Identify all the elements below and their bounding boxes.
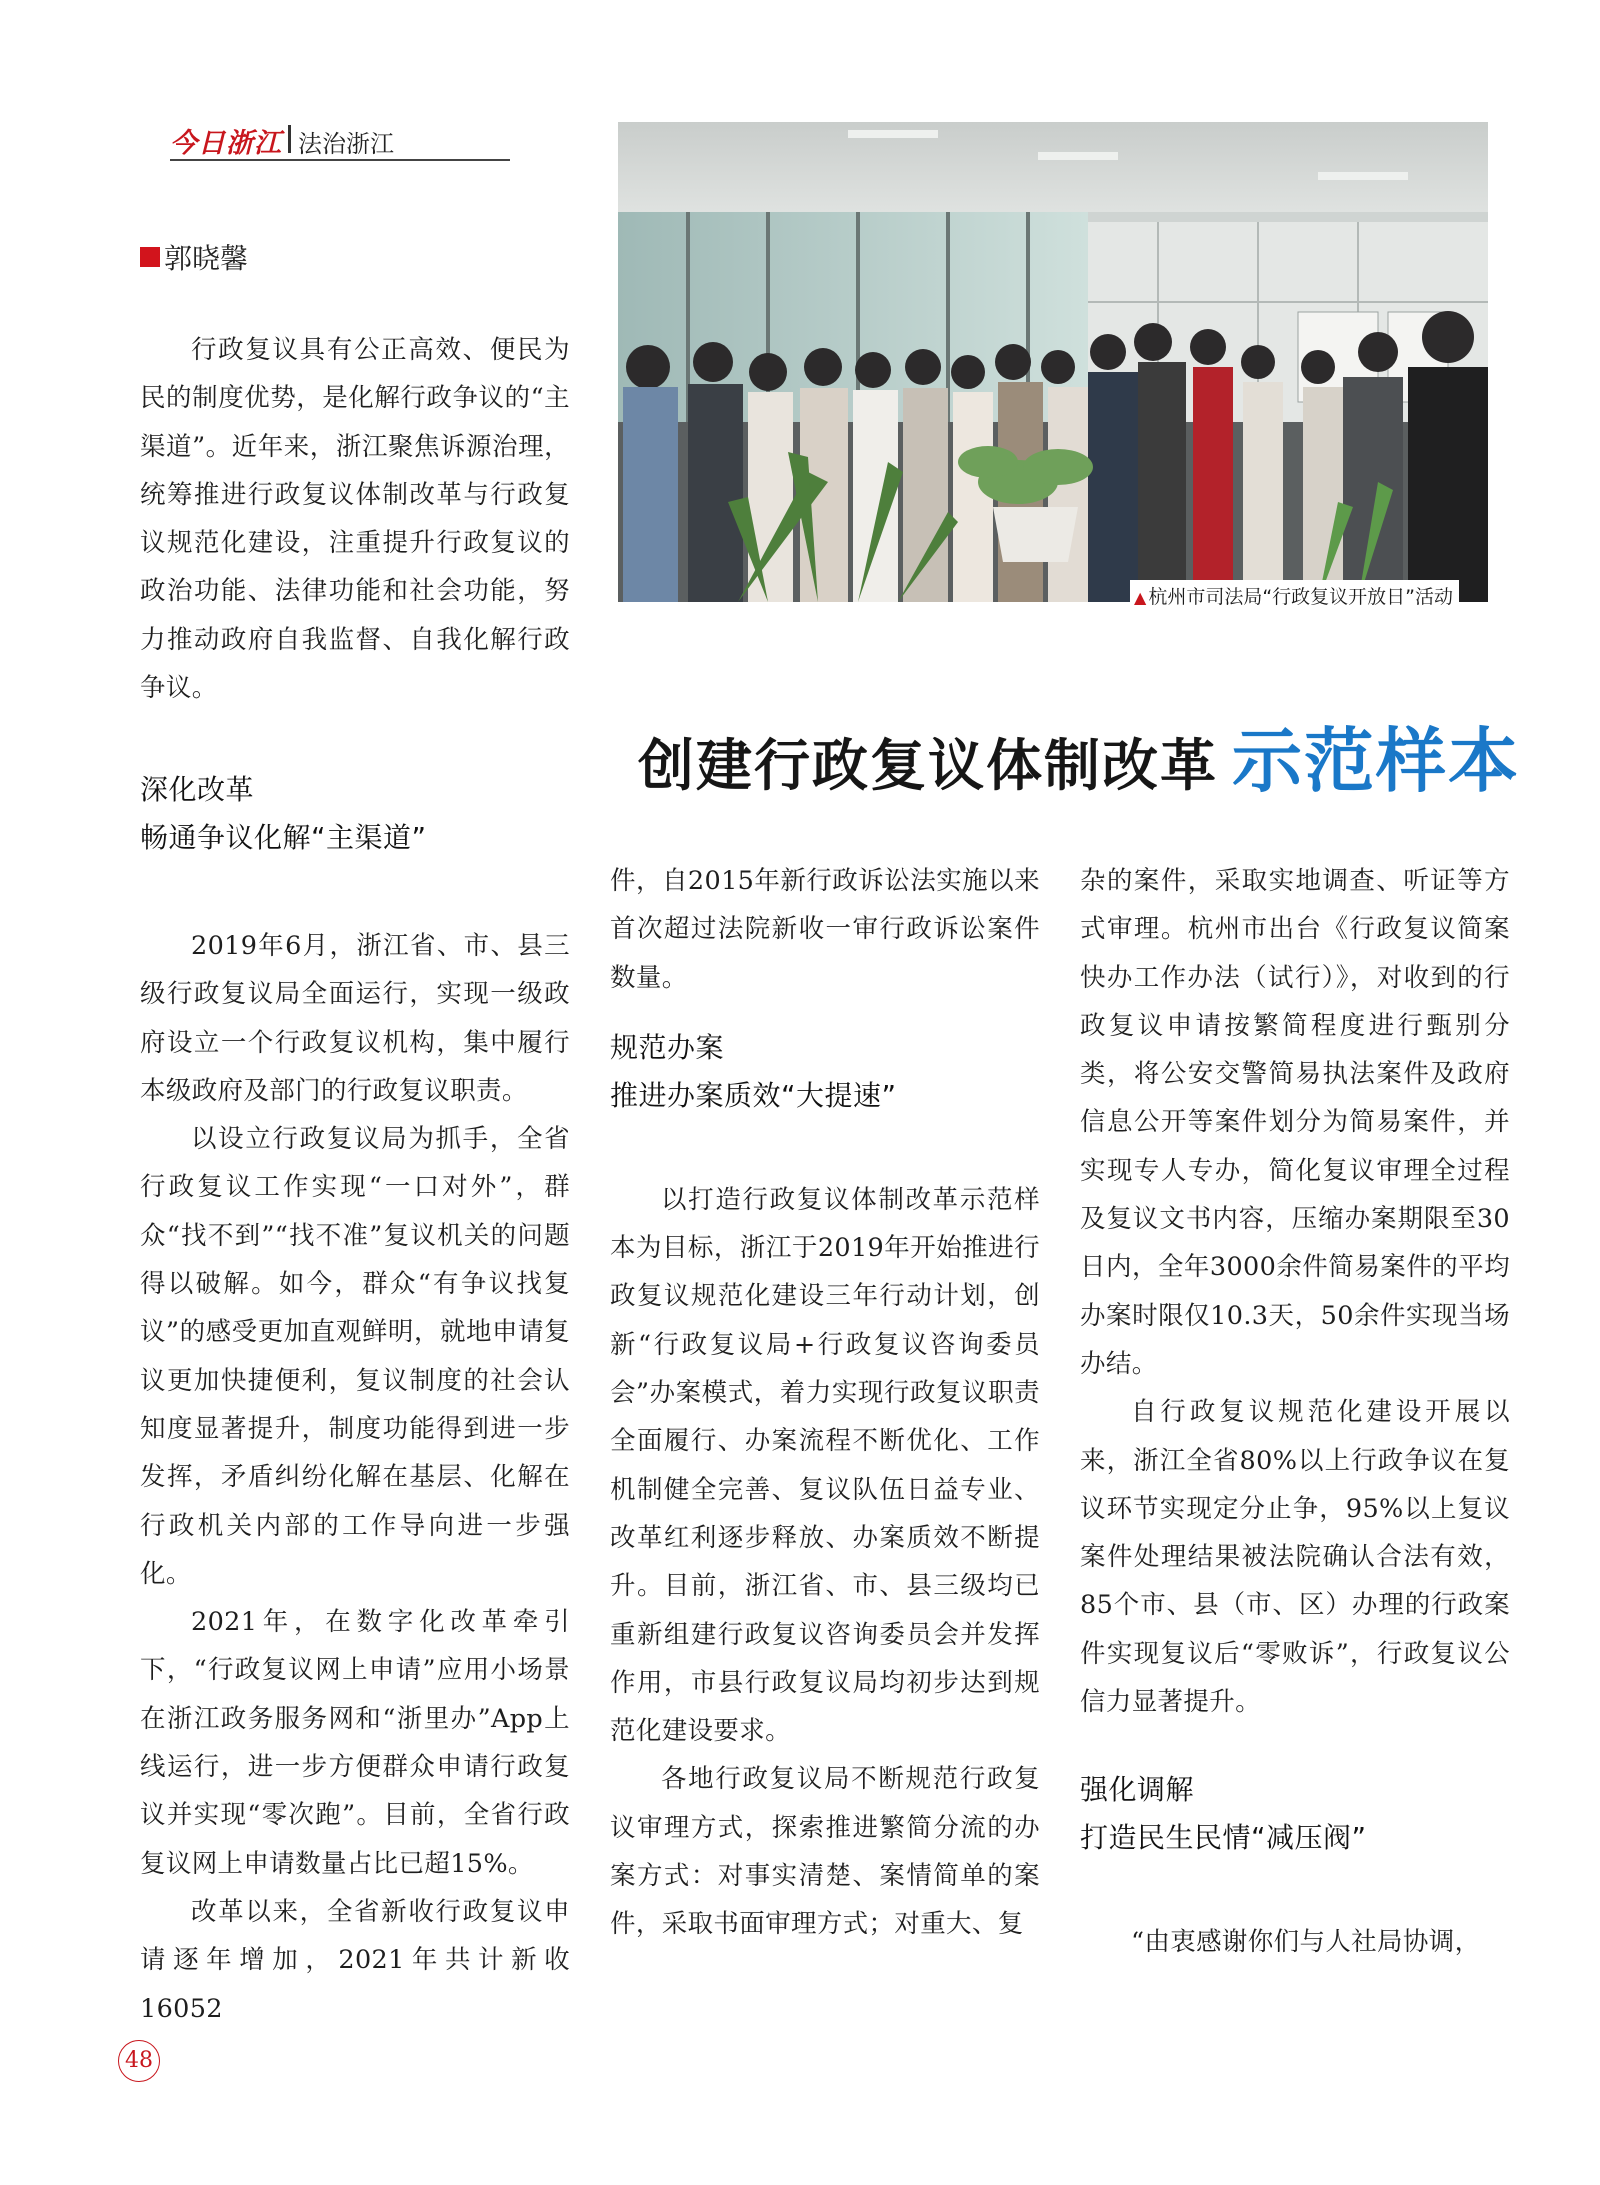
event-photo bbox=[618, 122, 1488, 602]
section2-paragraph-1: 以打造行政复议体制改革示范样本为目标，浙江于2019年开始推进行政复议规范化建设三年行动计划，创新“行政复议局+行政复议咨询委员会”办案模式，着力实现行政复议职责全面履行、办案流程不断优化、工作机制健全完善、复议队伍日益专业、改革红利逐步释放、办案质效不断提升。目前，浙江省、市、县三级均已重新组建行政复议咨询委员会并发挥作用，市县行政复议局均初步达到规范化建设要求。 bbox=[610, 1184, 1040, 1747]
section-name: 法治浙江 bbox=[298, 130, 394, 158]
section1-heading-2: 畅通争议化解“主渠道” bbox=[140, 821, 427, 854]
brand-logo: 今日浙江 bbox=[170, 128, 282, 159]
section2-heading-1: 规范办案 bbox=[610, 1030, 725, 1064]
photo-caption bbox=[1130, 580, 1459, 611]
section2-paragraph-2a: 各地行政复议局不断规范行政复议审理方式，探索推进繁简分流的办案方式：对事实清楚、案情简单的案件，采取书面审理方式；对重大、复 bbox=[610, 1764, 1040, 1940]
section3-paragraph-1: “由衷感谢你们与人社局协调， bbox=[1131, 1927, 1481, 1958]
headline-main: 创建行政复议体制改革 bbox=[638, 733, 1218, 799]
section2-heading-2: 推进办案质效“大提速” bbox=[610, 1078, 897, 1112]
section3-heading-2: 打造民生民情“减压阀” bbox=[1080, 1821, 1367, 1855]
intro-paragraph: 行政复议具有公正高效、便民为民的制度优势，是化解行政争议的“主渠道”。近年来，浙江聚焦诉源治理，统筹推进行政复议体制改革与行政复议规范化建设，注重提升行政复议的政治功能、法律功能和社会功能，努力推动政府自我监督、自我化解行政争议。 bbox=[140, 335, 570, 704]
author-byline bbox=[140, 237, 248, 277]
caption-text: 杭州市司法局“行政复议开放日”活动 bbox=[1148, 586, 1453, 608]
section1-paragraph-2: 以设立行政复议局为抓手，全省行政复议工作实现“一口对外”，群众“找不到”“找不准”复议机关的问题得以破解。如今，群众“有争议找复议”的感受更加直观鲜明，就地申请复议更加快捷便利，复议制度的社会认知度显著提升，制度功能得到进一步发挥，矛盾纠纷化解在基层、化解在行政机关内部的工作导向进一步强化。 bbox=[140, 1124, 570, 1589]
column-middle bbox=[610, 857, 1040, 1949]
triangle-marker-icon: ▲ bbox=[1134, 588, 1147, 607]
masthead bbox=[170, 123, 510, 161]
section3-heading-1: 强化调解 bbox=[1080, 1773, 1195, 1807]
page-number: 48 bbox=[118, 2040, 160, 2082]
red-square-icon bbox=[140, 247, 160, 267]
section1-paragraph-4b: 件，自2015年新行政诉讼法实施以来首次超过法院新收一审行政诉讼案件数量。 bbox=[610, 866, 1040, 993]
headline bbox=[638, 705, 1520, 806]
column-right bbox=[1080, 857, 1510, 1967]
masthead-divider bbox=[288, 125, 291, 153]
section1-paragraph-3: 2021年，在数字化改革牵引下，“行政复议网上申请”应用小场景在浙江政务服务网和“浙里办”App上线运行，进一步方便群众申请行政复议并实现“零次跑”。目前，全省行政复议网上申请数量占比已超15%。 bbox=[140, 1607, 570, 1879]
headline-accent: 示范样本 bbox=[1232, 720, 1520, 802]
section1-paragraph-4a: 改革以来，全省新收行政复议申请逐年增加，2021年共计新收16052 bbox=[140, 1896, 570, 2024]
section1-paragraph-1: 2019年6月，浙江省、市、县三级行政复议局全面运行，实现一级政府设立一个行政复议机构，集中履行本级政府及部门的行政复议职责。 bbox=[140, 931, 570, 1106]
section2-paragraph-2b: 杂的案件，采取实地调查、听证等方式审理。杭州市出台《行政复议简案快办工作办法（试行）》，对收到的行政复议申请按繁简程度进行甄别分类，将公安交警简易执法案件及政府信息公开等案件划分为简易案件，并实现专人专办，简化复议审理全过程及复议文书内容，压缩办案期限至30日内，全年3000余件简易案件的平均办案时限仅10.3天，50余件实现当场办结。 bbox=[1080, 866, 1510, 1379]
column-left-body bbox=[140, 766, 570, 2033]
column-left-intro bbox=[140, 326, 570, 712]
section1-heading-1: 深化改革 bbox=[140, 773, 255, 806]
author-name: 郭晓馨 bbox=[164, 242, 249, 275]
section2-paragraph-3: 自行政复议规范化建设开展以来，浙江全省80%以上行政争议在复议环节实现定分止争，95%以上复议案件处理结果被法院确认合法有效，85个市、县（市、区）办理的行政案件实现复议后“零败诉”，行政复议公信力显著提升。 bbox=[1080, 1397, 1510, 1718]
